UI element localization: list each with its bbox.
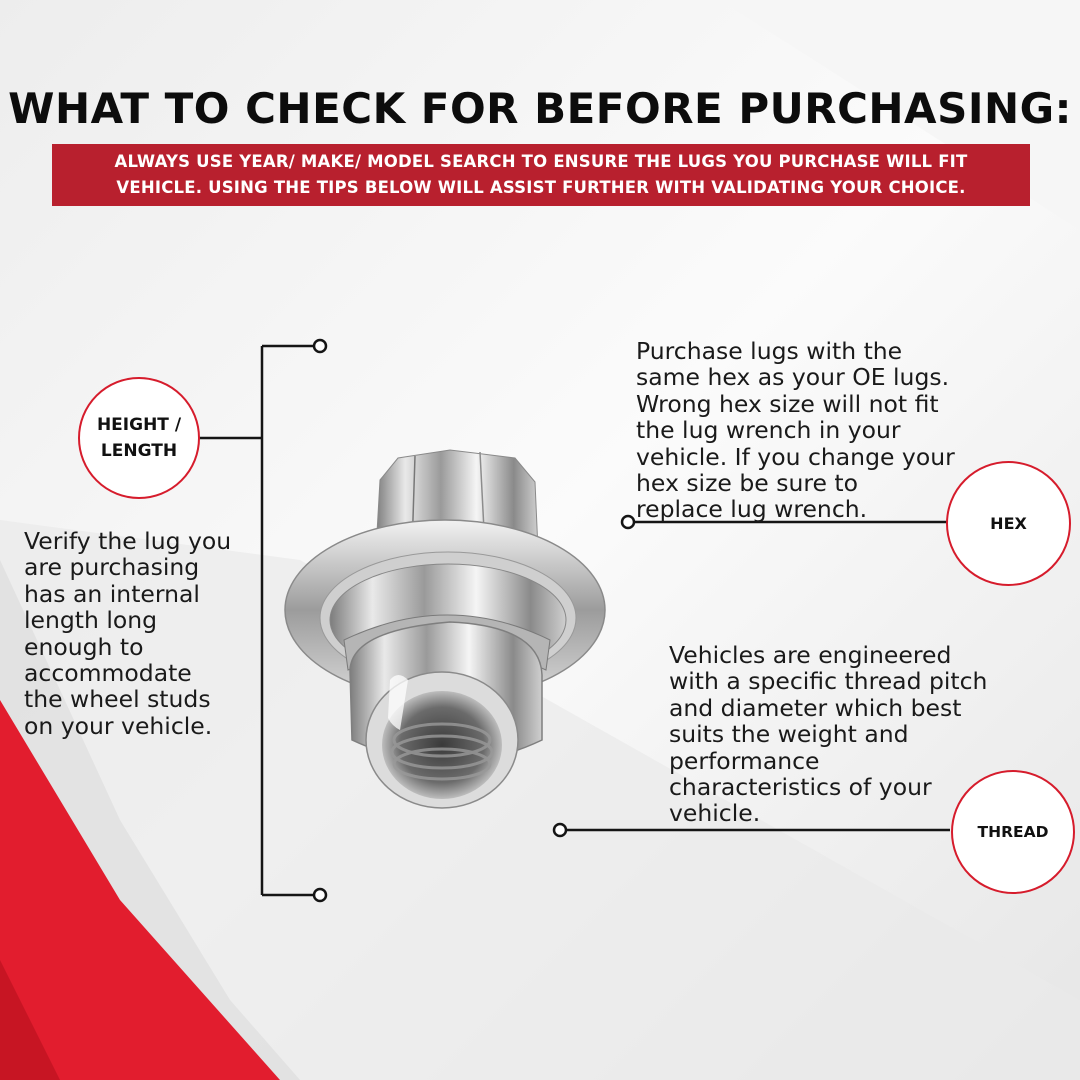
text-line: enough to xyxy=(24,632,144,661)
text-line: characteristics of your xyxy=(669,773,932,802)
banner-line-2: VEHICLE. USING THE TIPS BELOW WILL ASSIST FURTHER WITH VALIDATING YOUR CHOICE. xyxy=(116,178,966,197)
text-line: on your vehicle. xyxy=(24,711,213,740)
text-line: Verify the lug you xyxy=(24,527,232,555)
info-banner xyxy=(52,144,1030,206)
text-line: hex size be sure to xyxy=(636,469,858,498)
text-line: performance xyxy=(669,746,820,775)
text-line: replace lug wrench. xyxy=(636,495,868,524)
text-line: same hex as your OE lugs. xyxy=(636,363,950,392)
text-line: vehicle. xyxy=(669,799,761,828)
text-line: the wheel studs xyxy=(24,685,211,714)
thread-badge xyxy=(951,770,1075,894)
length-label: LENGTH xyxy=(100,441,178,461)
lug-nut-illustration xyxy=(280,440,620,820)
hex-label: HEX xyxy=(990,514,1027,533)
text-line: length long xyxy=(24,606,158,635)
text-line: Vehicles are engineered xyxy=(669,641,952,669)
text-line: accommodate xyxy=(24,659,192,688)
text-line: the lug wrench in your xyxy=(636,416,901,445)
height-length-badge xyxy=(78,377,200,499)
banner-line-1: ALWAYS USE YEAR/ MAKE/ MODEL SEARCH TO ENSURE THE LUGS YOU PURCHASE WILL FIT xyxy=(114,152,968,171)
thread-label: THREAD xyxy=(977,823,1049,841)
text-line: are purchasing xyxy=(24,553,200,582)
text-line: Purchase lugs with the xyxy=(636,337,903,365)
text-line: has an internal xyxy=(24,579,200,608)
text-line: vehicle. If you change your xyxy=(636,442,955,471)
hex-badge xyxy=(946,461,1071,586)
page-title: WHAT TO CHECK FOR BEFORE PURCHASING: xyxy=(8,84,1072,133)
text-line: suits the weight and xyxy=(669,720,909,749)
height-description xyxy=(24,528,274,739)
height-label: HEIGHT / xyxy=(96,415,182,435)
text-line: and diameter which best xyxy=(669,693,962,722)
text-line: Wrong hex size will not fit xyxy=(636,389,939,418)
text-line: with a specific thread pitch xyxy=(669,667,988,696)
